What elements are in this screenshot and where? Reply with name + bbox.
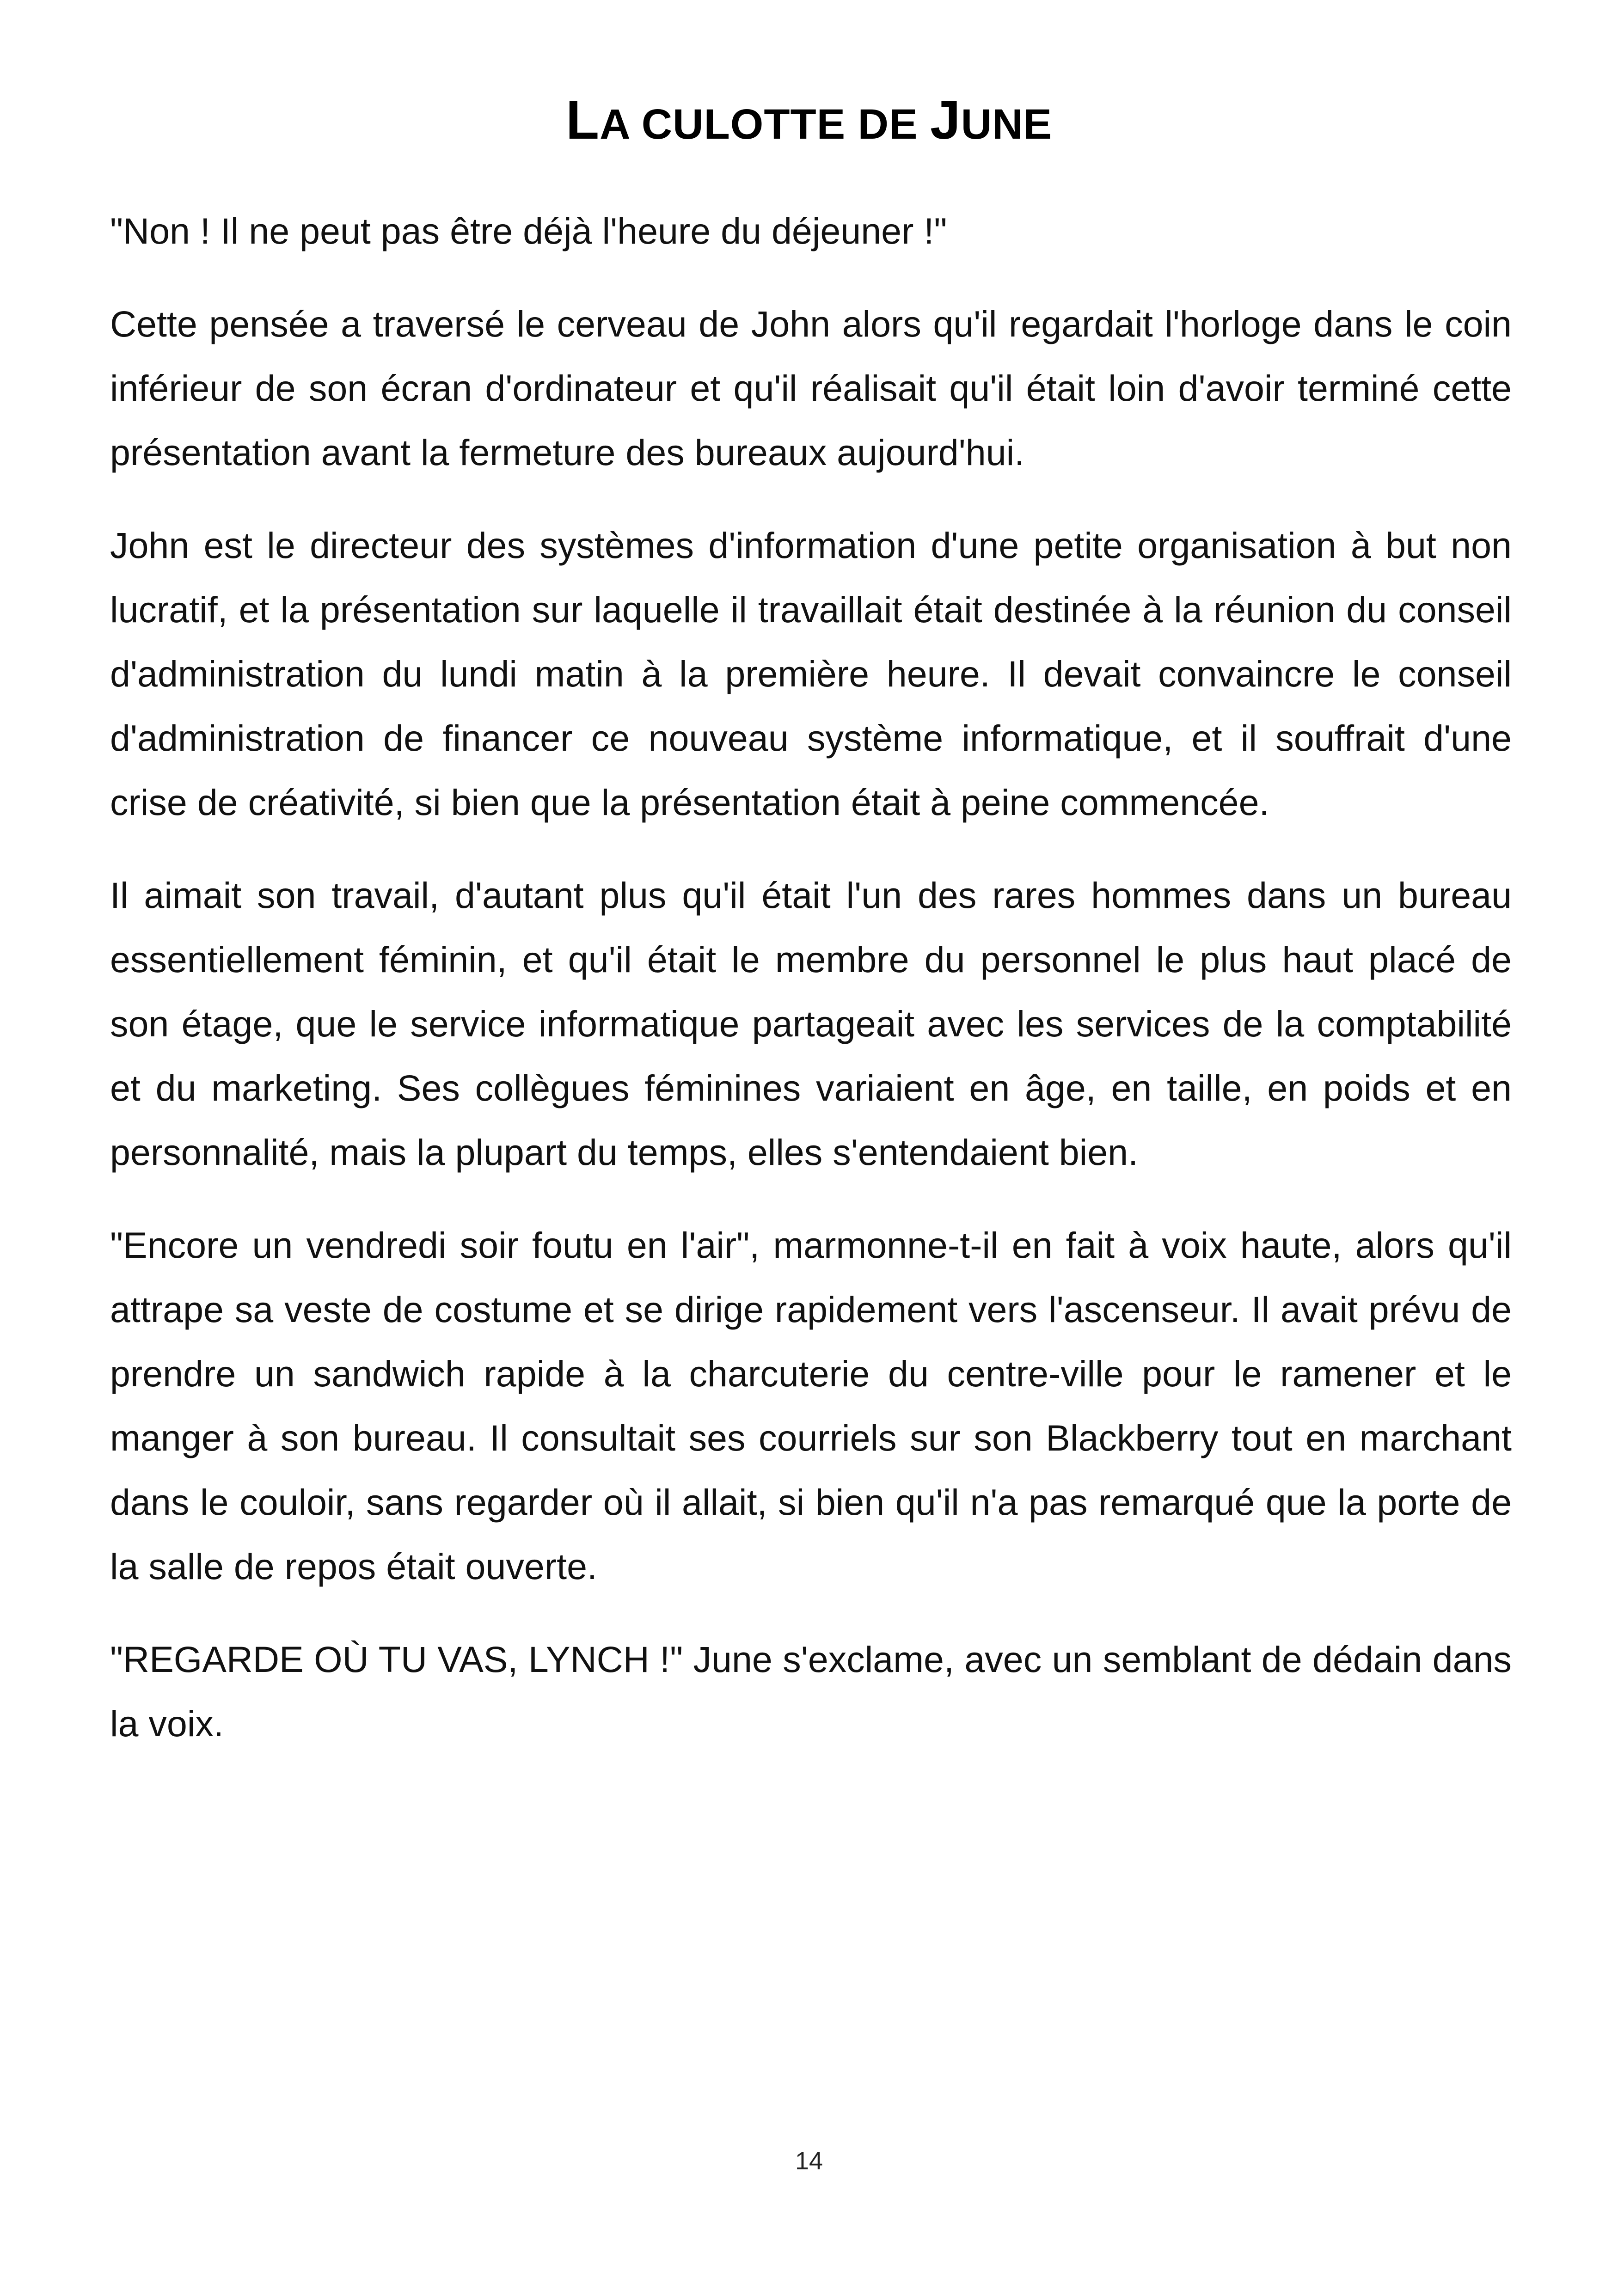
chapter-title-smallcaps: A CULOTTE DE bbox=[600, 101, 931, 148]
chapter-title-initial: L bbox=[566, 90, 600, 151]
chapter-title-initial: J bbox=[930, 90, 961, 151]
paragraph: Cette pensée a traversé le cerveau de John alors qu'il regardait l'horloge dans le coin inférieur de son écran d'ordinateur et qu'il réalisait qu'il était loin d'avoir terminé cette présentation avant la fermeture des bureaux aujourd'hui. bbox=[110, 303, 1512, 473]
body-text bbox=[110, 199, 1512, 1784]
paragraph: "Encore un vendredi soir foutu en l'air", marmonne-t-il en fait à voix haute, alors qu'il attrape sa veste de costume et se dirige rapidement vers l'ascenseur. Il avait prévu de prendre un sandwich rapide à la charcuterie du centre-ville pour le ramener et le manger à son bureau. Il consultait ses courriels sur son Blackberry tout en marchant dans le couloir, sans regarder où il allait, si bien qu'il n'a pas remarqué que la porte de la salle de repos était ouverte. bbox=[110, 1225, 1512, 1587]
page-number: 14 bbox=[795, 2147, 823, 2175]
paragraph: "Non ! Il ne peut pas être déjà l'heure du déjeuner !" bbox=[110, 210, 947, 251]
chapter-title bbox=[0, 90, 1618, 154]
paragraph: John est le directeur des systèmes d'information d'une petite organisation à but non lucratif, et la présentation sur laquelle il travaillait était destinée à la réunion du conseil d'administration du lundi matin à la première heure. Il devait convaincre le conseil d'administration de financer ce nouveau système informatique, et il souffrait d'une crise de créativité, si bien que la présentation était à peine commencée. bbox=[110, 525, 1512, 823]
paragraph: "REGARDE OÙ TU VAS, LYNCH !" June s'exclame, avec un semblant de dédain dans la voix. bbox=[110, 1639, 1512, 1744]
paragraph: Il aimait son travail, d'autant plus qu'il était l'un des rares hommes dans un bureau essentiellement féminin, et qu'il était le membre du personnel le plus haut placé de son étage, que le service informatique partageait avec les services de la comptabilité et du marketing. Ses collègues féminines variaient en âge, en taille, en poids et en personnalité, mais la plupart du temps, elles s'entendaient bien. bbox=[110, 875, 1512, 1173]
chapter-title-smallcaps: UNE bbox=[961, 101, 1052, 148]
